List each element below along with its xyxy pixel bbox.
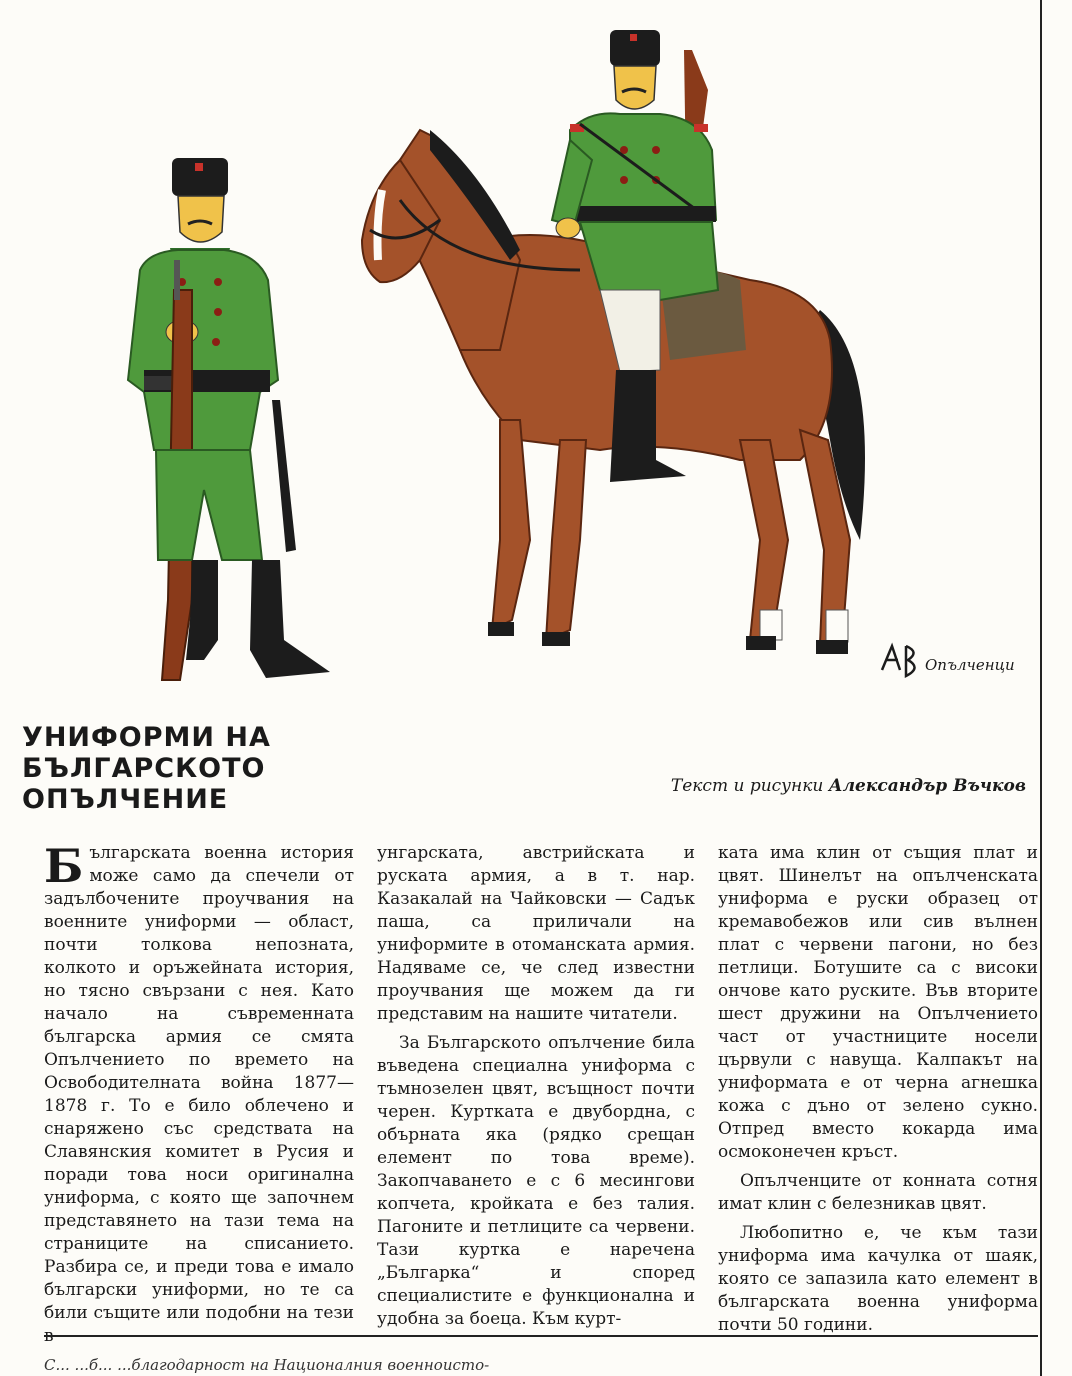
bottom-divider (44, 1335, 1038, 1337)
page-border (1040, 0, 1042, 1376)
column-2-paragraph-2: За Българското опълчение била въведена специална униформа с тъмнозелен цвят, всъщност почти черен. Куртката е двубордна, с обърната яка (рядко срещан елемент по това време). Закопчаването е с 6 месингови копчета, кройката е без талия. Пагоните и петлиците са червени. Тази куртка е наречена „Българка“ и според специалистите е функционална и удобна за боеца. Към курт- (377, 1033, 695, 1329)
footer-text-fragment: С... ...б... ...благодарност на Националния военноисто- (44, 1356, 490, 1374)
byline-prefix: Текст и рисунки (670, 776, 824, 796)
article-column-3 (718, 842, 1038, 1348)
artist-signature (882, 646, 915, 676)
column-2-paragraph-1: унгарската, австрийската и руската армия, а в т. нар. Казакалай на Чайковски — Садък паша, са приличали на униформите в отоманската армия. Надяваме се, че след известни проучвания ще можем да ги представим на нашите читатели. (377, 843, 695, 1024)
column-1-paragraph-1 (44, 839, 354, 1348)
column-3-paragraph-2: Опълченците от конната сотня имат клин с белезникав цвят. (718, 1171, 1038, 1214)
byline (671, 776, 1026, 796)
opalchentsi-illustration (100, 20, 930, 700)
title-line-3: ОПЪЛЧЕНИЕ (22, 784, 229, 815)
column-1-text: ългарската военна история може само да спечели от задълбочените проучвания на военните униформи — област, почти толкова непозната, колкото и оръжейната история, но тясно свързани с нея. Като начало на съвременната българска армия се смята Опълчението по времето на Освободителната война 1877—1878 г. То е било облечено и снаряжено със средствата на Славянския комитет в Русия и поради това носи оригинална униформа, с която ще започнем представянето на тази тема на страниците на списанието. Разбира се, и преди това е имало български униформи, но те са били същите или подобни на тези (44, 843, 354, 1323)
article-column-1 (44, 839, 354, 1348)
title-line-2: БЪЛГАРСКОТО (22, 753, 266, 784)
column-3-paragraph-1: ката има клин от същия плат и цвят. Шинелът на опълченската униформа е руски образец от кремавобежов или сив вълнен плат с червени пагони, но без петлици. Ботушите са с високи ончове като руските. Във вторите шест дружини на Опълчението част от участниците носели цървули с навуща. Калпакът на униформата е от черна агнешка кожа с дъно от зелено сукно. Отпред вместо кокарда има осмоконечен кръст. (718, 843, 1038, 1162)
title-line-1: УНИФОРМИ НА (22, 722, 271, 753)
drop-cap: Б (44, 839, 84, 893)
byline-author: Александър Въчков (828, 776, 1026, 796)
article-body (44, 839, 1038, 1335)
standing-soldier-figure (128, 158, 330, 680)
article-column-2 (377, 842, 695, 1348)
illustration-caption: Опълченци (925, 656, 1015, 674)
column-3-paragraph-3: Любопитно е, че към тази униформа има качулка от шаяк, която се запазила като елемент в българската военна униформа почти 50 години. (718, 1223, 1038, 1335)
article-title (22, 722, 271, 815)
